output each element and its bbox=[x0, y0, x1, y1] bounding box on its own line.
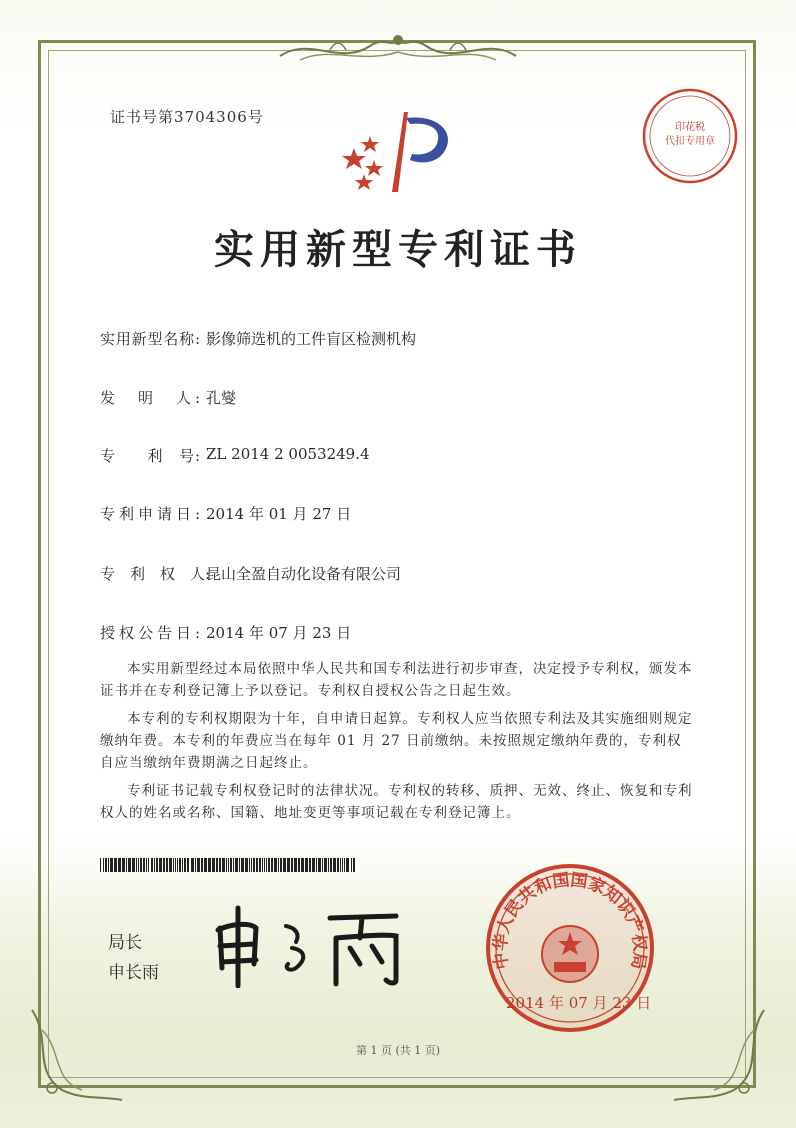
field-label: 专利申请日: bbox=[100, 505, 200, 523]
stamp-duty-seal bbox=[640, 86, 740, 186]
field-utility-name bbox=[100, 328, 416, 349]
certificate-title: 实用新型专利证书 bbox=[214, 226, 582, 273]
field-label: 实用新型名称: bbox=[100, 330, 200, 348]
top-ornament bbox=[270, 26, 526, 72]
field-patentee bbox=[100, 563, 401, 584]
director-name: 申长雨 bbox=[108, 963, 159, 983]
patent-office-logo bbox=[340, 108, 460, 200]
field-label: 发 明 人: bbox=[100, 389, 200, 407]
certificate-number: 证书号第3704306号 bbox=[110, 108, 264, 126]
body-paragraph: 专利证书记载专利权登记时的法律状况。专利权的转移、质押、无效、终止、恢复和专利权人的姓名或名称、国籍、地址变更等事项记载在专利登记簿上。 bbox=[100, 783, 693, 821]
director-title: 局长 bbox=[108, 933, 142, 953]
svg-text:印花税: 印花税 bbox=[675, 122, 705, 133]
barcode bbox=[100, 858, 356, 872]
field-value: 2014 年 07 月 23 日 bbox=[206, 624, 352, 642]
page-number: 第 1 页 (共 1 页) bbox=[355, 1044, 441, 1057]
field-patent-number bbox=[100, 445, 370, 466]
field-value: 影像筛选机的工件盲区检测机构 bbox=[206, 330, 417, 348]
field-label: 专 利 权 人: bbox=[100, 565, 211, 583]
field-grant-date bbox=[100, 622, 351, 643]
certificate-body bbox=[100, 658, 696, 824]
director-signature bbox=[200, 898, 430, 988]
field-value: 孔燮 bbox=[206, 389, 237, 407]
field-application-date bbox=[100, 503, 351, 524]
seal-text: 中华人民共和国国家知识产权局 bbox=[490, 870, 650, 971]
field-label: 专 利 号: bbox=[100, 447, 200, 465]
field-label: 授权公告日: bbox=[100, 624, 200, 642]
seal-date: 2014 年 07 月 23 日 bbox=[506, 994, 652, 1012]
body-paragraph: 本实用新型经过本局依照中华人民共和国专利法进行初步审查，决定授予专利权，颁发本证书并在专利登记簿上予以登记。专利权自授权公告之日起生效。 bbox=[100, 661, 693, 699]
svg-text:代扣专用章: 代扣专用章 bbox=[665, 136, 715, 147]
field-inventor bbox=[100, 387, 236, 408]
body-paragraph: 本专利的专利权期限为十年，自申请日起算。专利权人应当依照专利法及其实施细则规定缴纳年费。本专利的年费应当在每年 01 月 27 日前缴纳。未按照规定缴纳年费的，专利权自应当缴纳年费期满之日起终止。 bbox=[100, 711, 693, 771]
field-value: 昆山全盈自动化设备有限公司 bbox=[206, 565, 402, 583]
field-value: 2014 年 01 月 27 日 bbox=[206, 505, 352, 523]
field-value: ZL 2014 2 0053249.4 bbox=[206, 445, 370, 463]
